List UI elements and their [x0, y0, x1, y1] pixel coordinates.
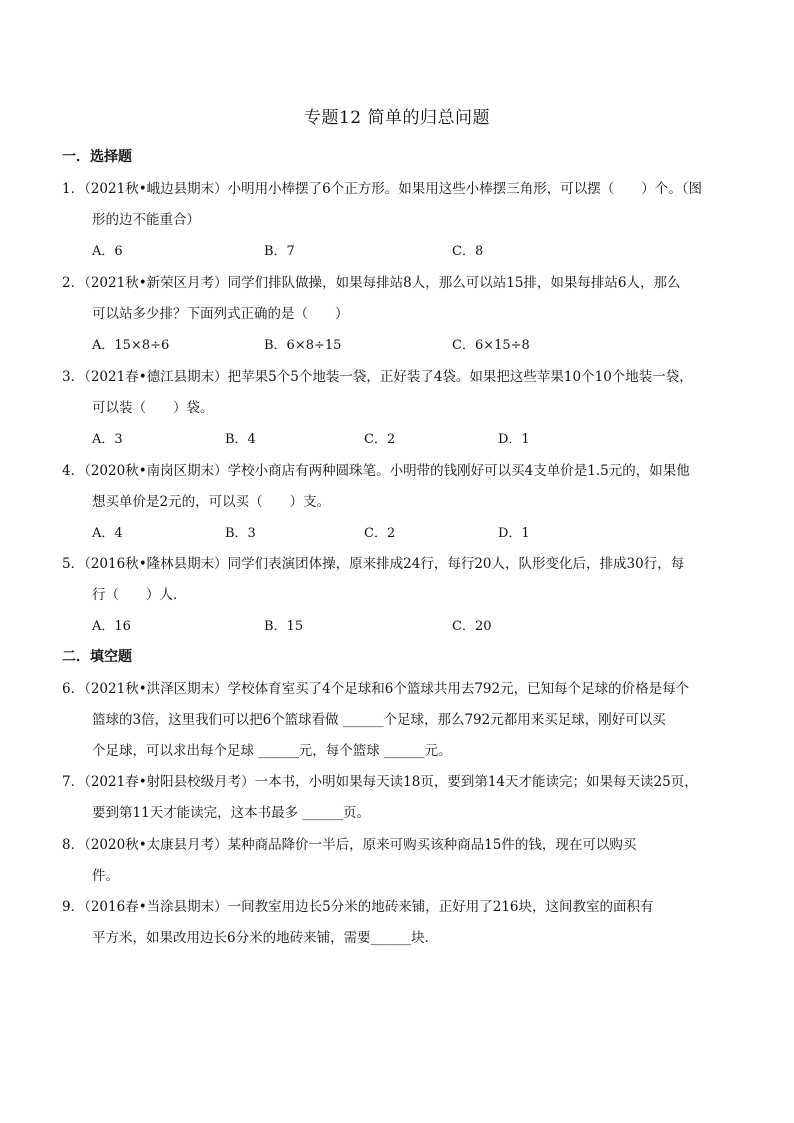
option-a: A．3: [92, 432, 123, 447]
option-d: D．1: [498, 432, 530, 447]
question-9-line-2: 平方米，如果改用边长6分米的地砖来铺，需要______块．: [92, 930, 439, 946]
question-7-line-1: 7．（2021春•射阳县校级月考）一本书，小明如果每天读18页，要到第14天才能读完；如果每天读25页，: [62, 774, 698, 790]
option-c: C．8: [452, 244, 484, 259]
option-d: D．1: [498, 526, 530, 541]
question-1-line-1: 1．（2021秋•峨边县期末）小明用小棒摆了6个正方形。如果用这些小棒摆三角形，可以摆（ ）个。（图: [62, 181, 702, 197]
question-4-line-1: 4．（2020秋•南岗区期末）学校小商店有两种圆珠笔。小明带的钱刚好可以买4支单价是1.5元的，如果他: [62, 463, 690, 479]
question-5-line-1: 5．（2016秋•隆林县期末）同学们表演团体操，原来排成24行，每行20人，队形变化后，排成30行，每: [62, 556, 685, 572]
option-b: B．3: [225, 526, 256, 541]
question-8-line-2: 件。: [92, 868, 119, 884]
question-6-line-3: 个足球，可以求出每个足球 ______元，每个篮球 ______元。: [92, 743, 452, 759]
question-6-line-2: 篮球的3倍，这里我们可以把6个篮球看做 ______个足球，那么792元都用来买足球，刚好可以买: [92, 712, 666, 728]
question-1-line-2: 形的边不能重合）: [92, 212, 200, 228]
option-a: A．16: [92, 619, 131, 634]
section-heading-choice: 一．选择题: [62, 149, 132, 165]
option-a: A．4: [92, 526, 123, 541]
option-a: A．6: [92, 244, 123, 259]
option-c: C．2: [364, 432, 396, 447]
option-b: B．7: [264, 244, 295, 259]
question-4-line-2: 想买单价是2元的，可以买（ ）支。: [92, 494, 331, 510]
question-3-line-1: 3．（2021春•德江县期末）把苹果5个5个地装一袋，正好装了4袋。如果把这些苹果10个10个地装一袋，: [62, 369, 693, 385]
option-c: C．20: [452, 619, 492, 634]
option-a: A．15×8÷6: [92, 338, 170, 353]
option-b: B．4: [225, 432, 256, 447]
option-b: B．6×8÷15: [264, 338, 342, 353]
option-b: B．15: [264, 619, 304, 634]
question-7-line-2: 要到第11天才能读完，这本书最多 ______页。: [92, 805, 370, 821]
question-2-line-1: 2．（2021秋•新荣区月考）同学们排队做操，如果每排站8人，那么可以站15排，如果每排站6人，那么: [62, 275, 681, 291]
question-3-line-2: 可以装（ ）袋。: [92, 400, 214, 416]
page-title: 专题12 简单的归总问题: [303, 108, 491, 128]
question-2-line-2: 可以站多少排？下面列式正确的是（ ）: [92, 306, 349, 322]
question-6-line-1: 6．（2021秋•洪泽区期末）学校体育室买了4个足球和6个篮球共用去792元，已知每个足球的价格是每个: [62, 681, 690, 697]
section-heading-fill: 二．填空题: [62, 649, 132, 665]
option-c: C．6×15÷8: [452, 338, 530, 353]
question-8-line-1: 8．（2020秋•太康县月考）某种商品降价一半后，原来可购买该种商品15件的钱，现在可以购买: [62, 837, 637, 853]
question-9-line-1: 9．（2016春•当涂县期末）一间教室用边长5分米的地砖来铺，正好用了216块，这间教室的面积有: [62, 899, 654, 915]
question-5-line-2: 行（ ）人．: [92, 587, 187, 603]
option-c: C．2: [364, 526, 396, 541]
